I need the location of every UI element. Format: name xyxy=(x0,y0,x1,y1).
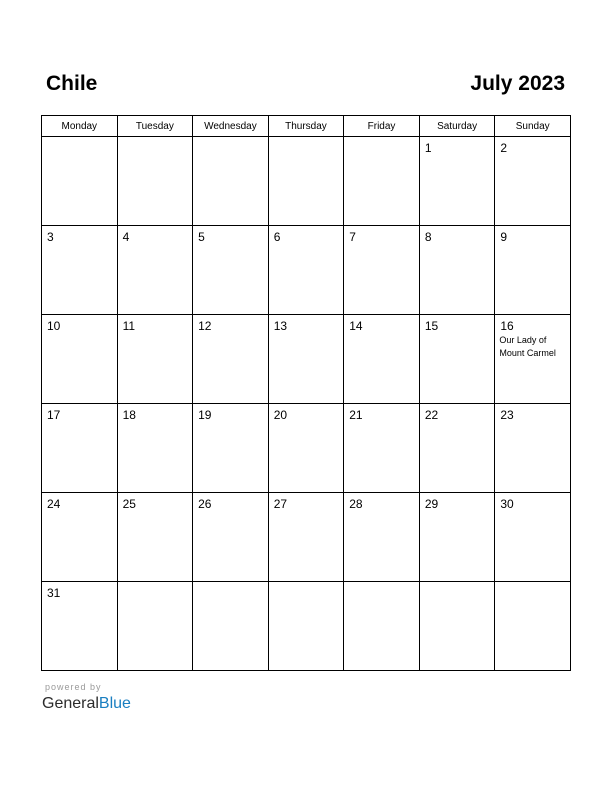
day-cell xyxy=(268,404,344,493)
day-number: 25 xyxy=(122,497,136,511)
day-cell xyxy=(268,315,344,404)
day-number: 9 xyxy=(500,230,508,244)
weekday-header-friday: Friday xyxy=(344,116,420,137)
empty-day-cell xyxy=(344,137,420,226)
calendar-grid xyxy=(41,115,571,671)
day-cell xyxy=(419,315,495,404)
empty-day-cell xyxy=(268,582,344,671)
day-number: 7 xyxy=(349,230,356,244)
empty-day-cell xyxy=(344,582,420,671)
day-number: 11 xyxy=(122,319,136,333)
weekday-header-saturday: Saturday xyxy=(419,116,495,137)
day-number: 31 xyxy=(47,586,61,600)
calendar-body xyxy=(42,137,571,671)
day-cell xyxy=(344,226,420,315)
day-number: 26 xyxy=(198,497,212,511)
weekday-header-monday: Monday xyxy=(42,116,118,137)
day-number: 12 xyxy=(198,319,212,333)
day-cell xyxy=(344,493,420,582)
empty-day-cell xyxy=(117,582,193,671)
day-number: 22 xyxy=(424,408,439,422)
day-cell xyxy=(268,493,344,582)
day-number: 18 xyxy=(122,408,136,422)
month-year-title: July 2023 xyxy=(470,72,565,95)
empty-day-cell xyxy=(193,137,269,226)
day-cell xyxy=(42,404,118,493)
day-cell xyxy=(419,404,495,493)
day-cell xyxy=(193,226,269,315)
empty-day-cell xyxy=(268,137,344,226)
day-number: 20 xyxy=(273,408,288,422)
day-number: 10 xyxy=(47,319,61,333)
day-number: 8 xyxy=(424,230,432,244)
day-cell xyxy=(495,226,571,315)
day-cell xyxy=(117,226,193,315)
brand-logo xyxy=(42,694,131,714)
day-cell xyxy=(193,315,269,404)
day-number: 17 xyxy=(47,408,61,422)
holiday-label: Our Lady of Mount Carmel xyxy=(499,335,556,358)
day-number: 24 xyxy=(47,497,61,511)
day-number: 1 xyxy=(424,141,432,155)
powered-by-text: powered by xyxy=(45,682,102,692)
day-number: 29 xyxy=(424,497,439,511)
day-number: 4 xyxy=(122,230,130,244)
day-number: 13 xyxy=(273,319,288,333)
day-cell xyxy=(42,493,118,582)
day-cell xyxy=(42,226,118,315)
day-cell xyxy=(419,226,495,315)
day-number: 14 xyxy=(349,319,363,333)
calendar-week-row xyxy=(42,226,571,315)
empty-day-cell xyxy=(42,137,118,226)
day-cell xyxy=(495,493,571,582)
empty-day-cell xyxy=(193,582,269,671)
calendar-week-row xyxy=(42,493,571,582)
calendar-week-row xyxy=(42,315,571,404)
day-number: 15 xyxy=(424,319,439,333)
weekday-header-sunday: Sunday xyxy=(495,116,571,137)
day-cell xyxy=(344,404,420,493)
day-number: 3 xyxy=(47,230,54,244)
day-cell xyxy=(193,404,269,493)
day-cell xyxy=(117,404,193,493)
weekday-header-tuesday: Tuesday xyxy=(117,116,193,137)
day-cell xyxy=(344,315,420,404)
calendar-week-row xyxy=(42,137,571,226)
calendar-week-row xyxy=(42,404,571,493)
day-cell xyxy=(495,315,571,404)
empty-day-cell xyxy=(495,582,571,671)
weekday-header-wednesday: Wednesday xyxy=(193,116,269,137)
day-cell xyxy=(419,137,495,226)
day-number: 19 xyxy=(198,408,212,422)
day-number: 2 xyxy=(500,141,508,155)
brand-logo-general: General xyxy=(42,695,99,712)
day-number: 27 xyxy=(273,497,288,511)
day-cell xyxy=(117,315,193,404)
day-cell xyxy=(117,493,193,582)
day-cell xyxy=(495,404,571,493)
day-number: 21 xyxy=(349,408,363,422)
day-number: 28 xyxy=(349,497,363,511)
brand-logo-blue: Blue xyxy=(98,695,131,712)
day-cell xyxy=(495,137,571,226)
day-cell xyxy=(268,226,344,315)
day-number: 5 xyxy=(198,230,205,244)
weekday-header-thursday: Thursday xyxy=(268,116,344,137)
day-cell xyxy=(419,493,495,582)
empty-day-cell xyxy=(117,137,193,226)
day-number: 16 xyxy=(500,319,514,333)
day-cell xyxy=(42,315,118,404)
country-title: Chile xyxy=(46,72,98,95)
day-number: 30 xyxy=(500,497,514,511)
empty-day-cell xyxy=(419,582,495,671)
weekday-header-row xyxy=(42,116,571,137)
calendar-week-row xyxy=(42,582,571,671)
day-number: 6 xyxy=(273,230,281,244)
day-number: 23 xyxy=(500,408,514,422)
day-cell xyxy=(193,493,269,582)
day-cell xyxy=(42,582,118,671)
